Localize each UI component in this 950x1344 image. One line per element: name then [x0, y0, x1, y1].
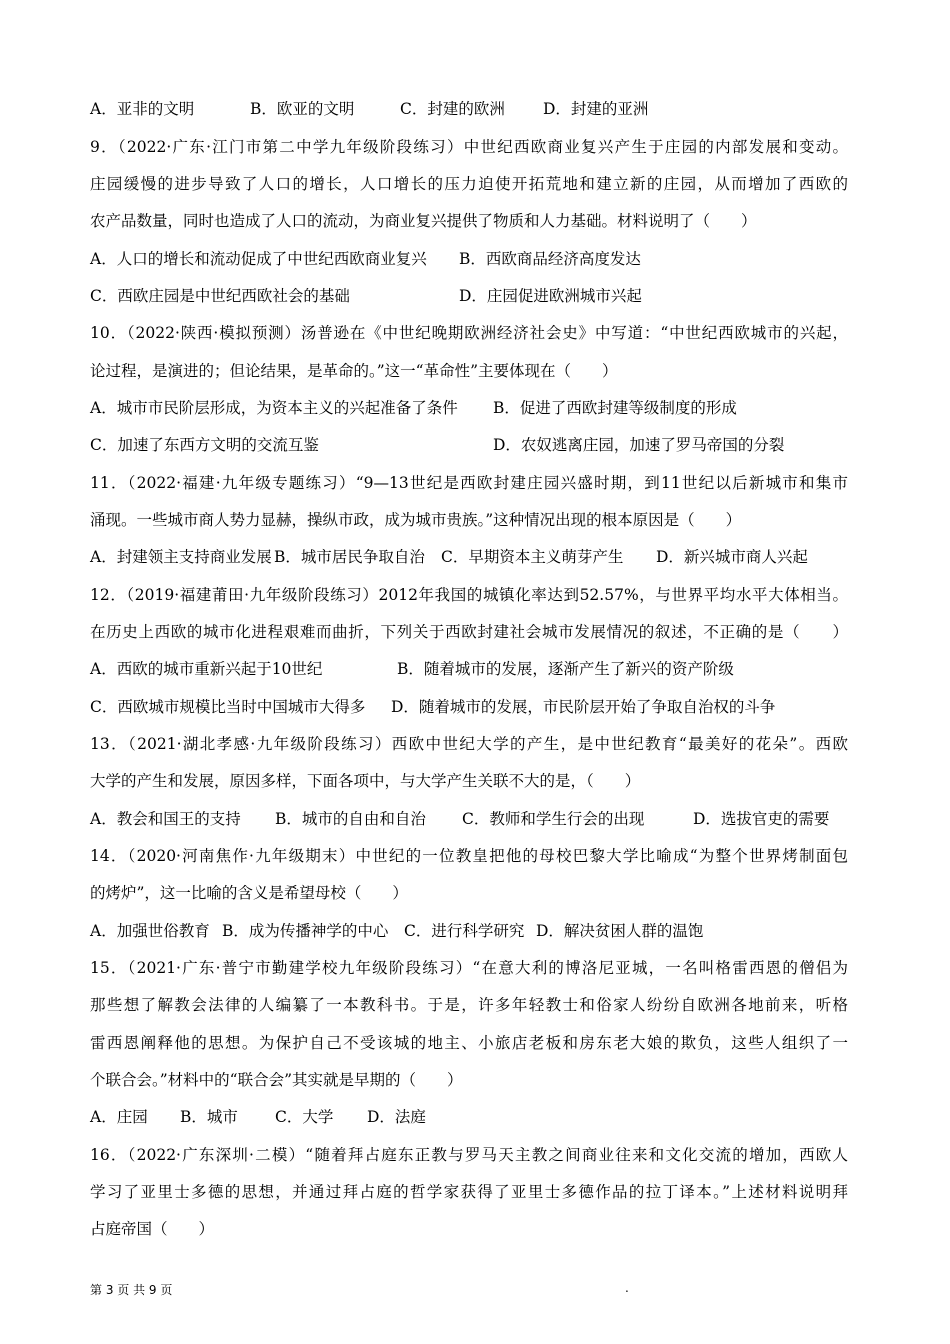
q13-option-b: B．城市的自由和自治: [275, 810, 426, 828]
q14-option-a: A．加强世俗教育: [90, 922, 210, 940]
q15-option-b: B．城市: [180, 1108, 238, 1126]
q10-option-c: C．加速了东西方文明的交流互鉴: [90, 436, 319, 454]
q14-stem-line: 的烤炉”，这一比喻的含义是希望母校（ ）: [90, 884, 408, 902]
q8-option-a: A．亚非的文明: [90, 100, 195, 118]
q9-stem-line: 庄园缓慢的进步导致了人口的增长，人口增长的压力迫使开拓荒地和建立新的庄园，从而增加了西欧的: [90, 175, 848, 193]
q16-stem-line: 学习了亚里士多德的思想，并通过拜占庭的哲学家获得了亚里士多德作品的拉丁译本。”上述材料说明拜: [90, 1183, 848, 1201]
q16-stem-line: 占庭帝国（ ）: [90, 1220, 215, 1238]
q13-option-c: C．教师和学生行会的出现: [462, 810, 645, 828]
q15-stem-line: 雷西恩阐释他的思想。为保护自己不受该城的地主、小旅店老板和房东老大娘的欺负，这些人组织了一: [90, 1034, 848, 1052]
q8-option-c: C．封建的欧洲: [400, 100, 505, 118]
q10-option-a: A．城市市民阶层形成，为资本主义的兴起准备了条件: [90, 399, 458, 417]
q9-option-a: A．人口的增长和流动促成了中世纪西欧商业复兴: [90, 250, 427, 268]
q14-option-d: D．解决贫困人群的温饱: [536, 922, 704, 940]
q15-option-d: D．法庭: [367, 1108, 426, 1126]
q13-stem-line: 大学的产生和发展，原因多样，下面各项中，与大学产生关联不大的是，（ ）: [90, 772, 641, 790]
q12-stem-line: 12．（2019·福建莆田·九年级阶段练习）2012年我国的城镇化率达到52.57%，与世界平均水平大体相当。: [90, 586, 848, 604]
q11-option-d: D．新兴城市商人兴起: [656, 548, 808, 566]
q12-stem-line: 在历史上西欧的城市化进程艰难而曲折，下列关于西欧封建社会城市发展情况的叙述，不正确的是（ ）: [90, 623, 848, 641]
footer-dot: .: [625, 1281, 629, 1295]
q9-stem-line: 农产品数量，同时也造成了人口的流动，为商业复兴提供了物质和人力基础。材料说明了（ ）: [90, 212, 757, 230]
q12-option-d: D．随着城市的发展，市民阶层开始了争取自治权的斗争: [391, 698, 776, 716]
q15-stem-line: 15．（2021·广东·普宁市勤建学校九年级阶段练习）“在意大利的博洛尼亚城，一名叫格雷西恩的僧侣为: [90, 959, 848, 977]
q14-option-c: C．进行科学研究: [404, 922, 525, 940]
q9-stem-line: 9．（2022·广东·江门市第二中学九年级阶段练习）中世纪西欧商业复兴产生于庄园的内部发展和变动。: [90, 138, 848, 156]
q13-option-a: A．教会和国王的支持: [90, 810, 241, 828]
q14-stem-line: 14．（2020·河南焦作·九年级期末）中世纪的一位教皇把他的母校巴黎大学比喻成“为整个世界烤制面包: [90, 847, 848, 865]
q11-stem-line: 涌现。一些城市商人势力显赫，操纵市政，成为城市贵族。”这种情况出现的根本原因是（ ）: [90, 511, 742, 529]
page-number: 第 3 页 共 9 页: [90, 1283, 173, 1297]
q10-stem-line: 论过程，是演进的；但论结果，是革命的。”这一“革命性”主要体现在（ ）: [90, 362, 618, 380]
q11-option-a: A．封建领主支持商业发展: [90, 548, 272, 566]
q10-option-b: B．促进了西欧封建等级制度的形成: [493, 399, 737, 417]
q12-option-b: B．随着城市的发展，逐渐产生了新兴的资产阶级: [397, 660, 734, 678]
q15-stem-line: 个联合会。”材料中的“联合会”其实就是早期的（ ）: [90, 1071, 463, 1089]
q15-option-c: C．大学: [275, 1108, 334, 1126]
q12-option-c: C．西欧城市规模比当时中国城市大得多: [90, 698, 366, 716]
q10-stem-line: 10．（2022·陕西·模拟预测）汤普逊在《中世纪晚期欧洲经济社会史》中写道：“中世纪西欧城市的兴起，: [90, 324, 848, 342]
q10-option-d: D．农奴逃离庄园，加速了罗马帝国的分裂: [493, 436, 785, 454]
q9-option-c: C．西欧庄园是中世纪西欧社会的基础: [90, 287, 350, 305]
q13-stem-line: 13．（2021·湖北孝感·九年级阶段练习）西欧中世纪大学的产生，是中世纪教育“最美好的花朵”。西欧: [90, 735, 848, 753]
q11-option-b: B．城市居民争取自治: [274, 548, 425, 566]
q9-option-b: B．西欧商品经济高度发达: [459, 250, 641, 268]
q9-option-d: D．庄园促进欧洲城市兴起: [459, 287, 642, 305]
q12-option-a: A．西欧的城市重新兴起于10世纪: [90, 660, 323, 678]
q11-option-c: C．早期资本主义萌芽产生: [441, 548, 624, 566]
q8-option-b: B．欧亚的文明: [250, 100, 355, 118]
q11-stem-line: 11．（2022·福建·九年级专题练习）“9—13世纪是西欧封建庄园兴盛时期，到11世纪以后新城市和集市: [90, 474, 848, 492]
q16-stem-line: 16．（2022·广东深圳·二模）“随着拜占庭东正教与罗马天主教之间商业往来和文化交流的增加，西欧人: [90, 1146, 848, 1164]
q14-option-b: B．成为传播神学的中心: [222, 922, 389, 940]
q13-option-d: D．选拔官吏的需要: [693, 810, 830, 828]
q15-option-a: A．庄园: [90, 1108, 148, 1126]
q8-option-d: D．封建的亚洲: [543, 100, 649, 118]
q15-stem-line: 那些想了解教会法律的人编纂了一本教科书。于是，许多年轻教士和俗家人纷纷自欧洲各地前来，听格: [90, 996, 848, 1014]
